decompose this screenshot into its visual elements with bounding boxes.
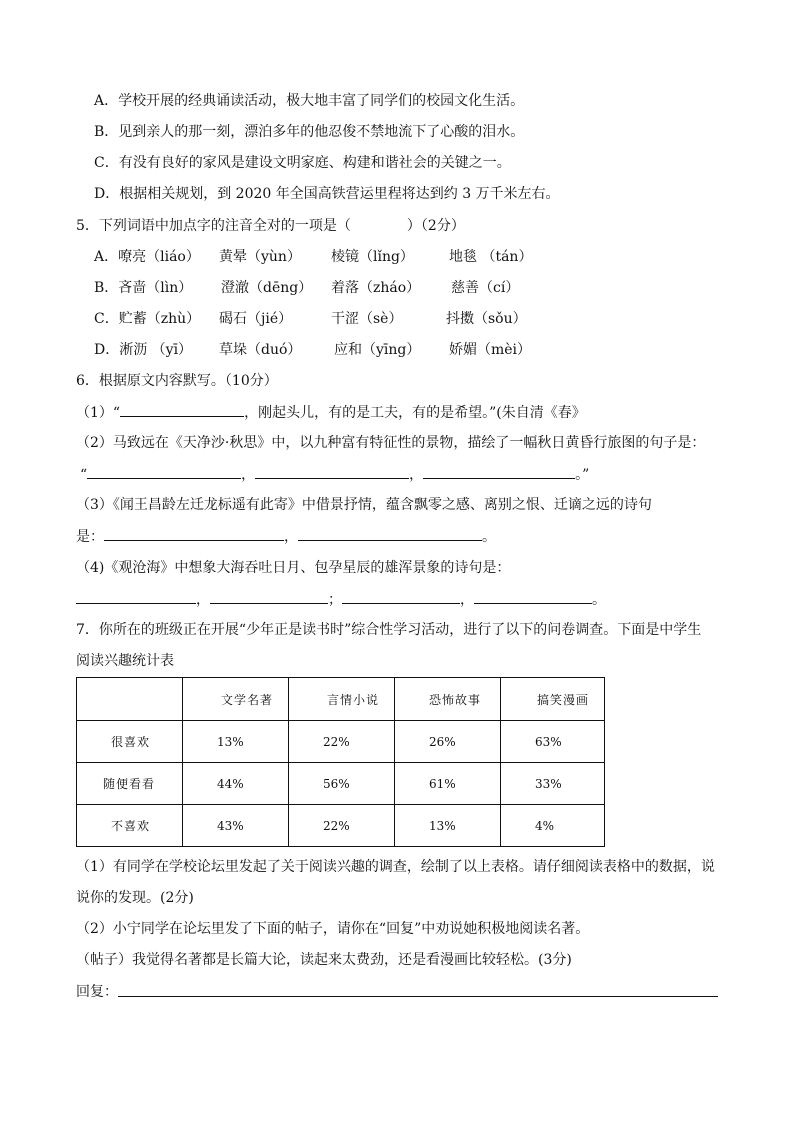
q6-part4-period: 。: [592, 592, 606, 608]
table-header-cell: 恐怖故事: [395, 678, 501, 721]
q7-sub2: （2）小宁同学在论坛里发了下面的帖子，请你在“回复”中劝说她积极地阅读名著。: [76, 921, 590, 937]
q7-reply-label: 回复：: [76, 984, 118, 1000]
q6-part3-comma: ，: [284, 529, 298, 545]
reply-input-line[interactable]: [118, 996, 718, 997]
table-header-cell: 文学名著: [183, 678, 289, 721]
table-cell: 22%: [289, 721, 395, 763]
q6-part4-blank-3[interactable]: [342, 589, 460, 604]
q5-row-d-4: 娇媚（mèi）: [449, 342, 532, 358]
table-row: [77, 763, 605, 805]
table-header-cell: [77, 678, 183, 721]
q5-row-a-3: 棱镜（lǐng）: [331, 249, 414, 265]
table-cell: 63%: [501, 721, 605, 763]
q5-row-b-4: 慈善（cí）: [451, 280, 520, 296]
table-row: [77, 805, 605, 847]
table-cell: 44%: [183, 763, 289, 805]
q6-part1-blank[interactable]: [120, 402, 244, 417]
q6-part2: （2）马致远在《天净沙·秋思》中，以九种富有特征性的景物，描绘了一幅秋日黄昏行旅图的句子是：: [76, 435, 706, 451]
q6-part4: （4)《观沧海》中想象大海吞吐日月、包孕星辰的雄浑景象的诗句是：: [76, 560, 511, 576]
q6-part3-blank-2[interactable]: [298, 526, 482, 541]
q6-part3-label: 是：: [76, 529, 104, 545]
q6-part4-blank-1[interactable]: [76, 589, 196, 604]
q5-row-b-2: 澄澈（dēng）: [221, 280, 313, 296]
q5-stem-end: ）（2分）: [406, 218, 465, 234]
table-row-label: 随便看看: [77, 763, 183, 805]
table-cell: 33%: [501, 763, 605, 805]
table-cell: 22%: [289, 805, 395, 847]
q6-part2-comma-1: ，: [241, 467, 256, 483]
q4-option-d: D．根据相关规划，到 2020 年全国高铁营运里程将达到约 3 万千米左右。: [94, 186, 560, 202]
q6-part4-comma-1: ，: [196, 592, 210, 608]
q5-row-a-1: A．嘹亮（liáo）: [94, 249, 200, 265]
q4-option-c: C．有没有良好的家风是建设文明家庭、构建和谐社会的关键之一。: [94, 155, 511, 171]
q5-row-c-3: 干涩（sè）: [331, 311, 403, 327]
table-cell: 13%: [395, 805, 501, 847]
q5-row-c-4: 抖擞（sǒu）: [446, 311, 527, 327]
q5-stem: [76, 216, 465, 236]
q6-part1-rest: ，刚起头儿，有的是工夫，有的是希望。”(朱自清《春》: [244, 405, 586, 421]
table-cell: 56%: [289, 763, 395, 805]
q5-row-c-1: C．贮蓄（zhù）: [94, 311, 201, 327]
q5-row-c-2: 碣石（jié）: [219, 311, 293, 327]
q5-row-d-1: D．淅沥 （yī）: [94, 342, 193, 358]
table-row: [77, 721, 605, 763]
q6-part3: （3）《闻王昌龄左迁龙标遥有此寄》中借景抒情，蕴含飘零之感、离别之恨、迁谪之远的诗句: [76, 497, 652, 513]
q6-part2-blanks: [80, 464, 589, 485]
q5-row-a-2: 黄晕（yùn）: [219, 249, 301, 265]
table-header-cell: 言情小说: [289, 678, 395, 721]
q7-sub1-cont: 说你的发现。(2分): [76, 890, 194, 906]
q6-part4-semicolon: ；: [328, 592, 342, 608]
table-cell: 26%: [395, 721, 501, 763]
q5-row-d-2: 草垛（duó）: [219, 342, 302, 358]
q5-row-a-4: 地毯 （tán）: [449, 249, 533, 265]
table-header-row: [77, 678, 605, 721]
reading-interest-table: [76, 677, 605, 847]
q6-part2-open-quote: “: [80, 467, 88, 483]
q6-part2-blank-2[interactable]: [255, 464, 409, 479]
table-cell: 4%: [501, 805, 605, 847]
q6-part2-close-quote: 。”: [575, 467, 590, 483]
q7-stem: 7．你所在的班级正在开展“少年正是读书时”综合性学习活动，进行了以下的问卷调查。下面是中学生: [76, 622, 702, 638]
q6-stem: 6．根据原文内容默写。（10分）: [76, 373, 278, 389]
q6-part2-blank-1[interactable]: [87, 464, 241, 479]
q5-stem-text: 5．下列词语中加点字的注音全对的一项是（: [76, 218, 351, 234]
q4-option-a: A．学校开展的经典诵读活动，极大地丰富了同学们的校园文化生活。: [94, 93, 525, 109]
q7-post: （帖子）我觉得名著都是长篇大论，读起来太费劲，还是看漫画比较轻松。(3分): [76, 952, 572, 968]
q6-part3-period: 。: [482, 529, 496, 545]
q6-part4-blank-2[interactable]: [210, 589, 328, 604]
table-cell: 61%: [395, 763, 501, 805]
q6-part2-comma-2: ，: [409, 467, 424, 483]
q5-row-b-3: 着落（zháo）: [331, 280, 421, 296]
q6-part4-comma-2: ，: [460, 592, 474, 608]
q6-part3-blanks: [76, 526, 496, 547]
table-row-label: 很喜欢: [77, 721, 183, 763]
q6-part3-blank-1[interactable]: [104, 526, 284, 541]
q6-part4-blank-4[interactable]: [474, 589, 592, 604]
q6-part1: [76, 402, 586, 423]
q5-row-b-1: B．吝啬（lìn）: [94, 280, 193, 296]
q5-row-d-3: 应和（yīng）: [334, 342, 421, 358]
table-cell: 13%: [183, 721, 289, 763]
table-cell: 43%: [183, 805, 289, 847]
table-row-label: 不喜欢: [77, 805, 183, 847]
q6-part4-blanks: [76, 589, 606, 610]
q6-part1-open: （1）“: [76, 405, 121, 421]
table-header-cell: 搞笑漫画: [501, 678, 605, 721]
q6-part2-blank-3[interactable]: [423, 464, 575, 479]
q7-stem-2: 阅读兴趣统计表: [76, 653, 174, 669]
q4-option-b: B．见到亲人的那一刻，漂泊多年的他忍俊不禁地流下了心酸的泪水。: [94, 124, 525, 140]
q7-sub1: （1）有同学在学校论坛里发起了关于阅读兴趣的调查，绘制了以上表格。请仔细阅读表格中的数据，说: [76, 859, 715, 875]
